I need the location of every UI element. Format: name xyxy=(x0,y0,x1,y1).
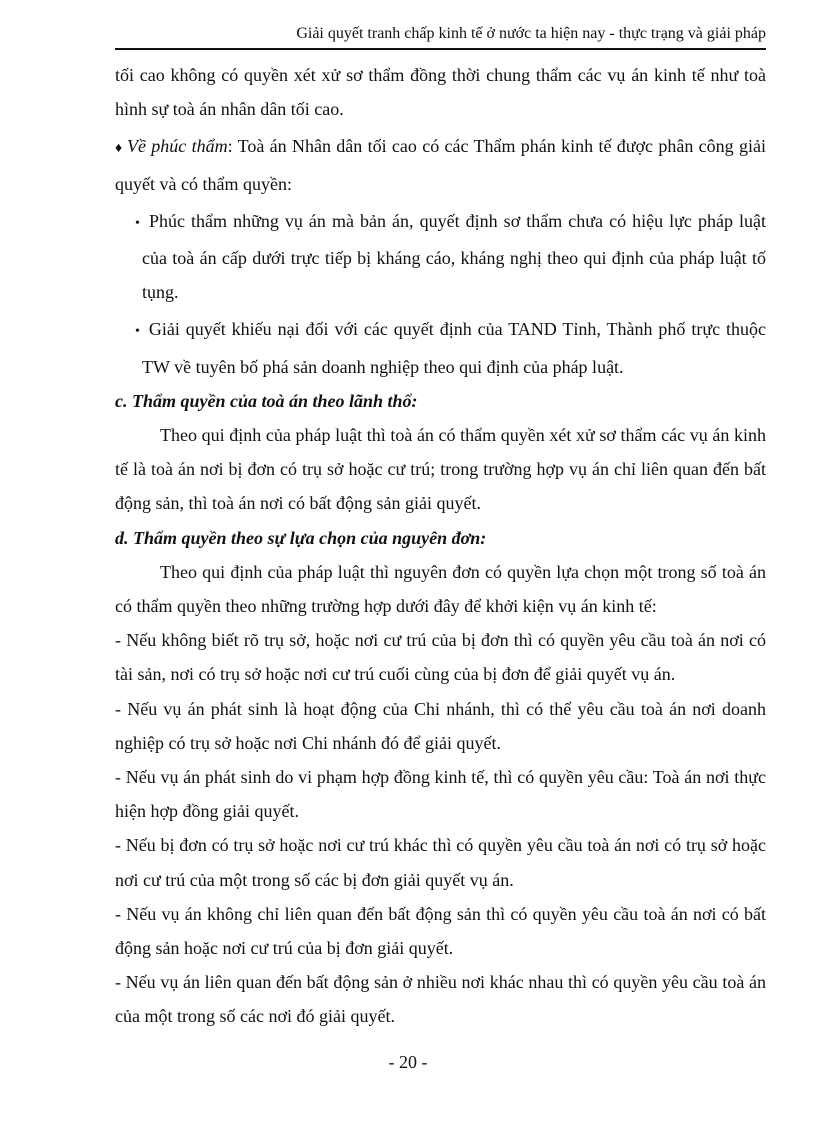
dash-list-item: - Nếu bị đơn có trụ sở hoặc nơi cư trú khác thì có quyền yêu cầu toà án nơi có trụ sở hoặc nơi cư trú của một trong số các bị đơn giải quyết vụ án. xyxy=(115,835,766,890)
paragraph-plaintiff-choice: Theo qui định của pháp luật thì nguyên đơn có quyền lựa chọn một trong số toà án có thẩm quyền theo những trường hợp dưới đây để khởi kiện vụ án kinh tế: xyxy=(115,561,766,617)
page-body xyxy=(115,58,766,1034)
bullet-item xyxy=(115,204,766,310)
dash-list-item: - Nếu vụ án phát sinh do vi phạm hợp đồng kinh tế, thì có quyền yêu cầu: Toà án nơi thực hiện hợp đồng giải quyết. xyxy=(115,767,766,822)
section-heading-c: c. Thẩm quyền của toà án theo lãnh thổ: xyxy=(115,390,418,411)
phuc-tham-label: Về phúc thẩm xyxy=(126,136,228,157)
paragraph-phuc-tham xyxy=(115,129,766,200)
bullet-icon: • xyxy=(135,324,140,340)
bullet-text: Phúc thẩm những vụ án mà bản án, quyết định sơ thẩm chưa có hiệu lực pháp luật của toà án cấp dưới trực tiếp bị kháng cáo, kháng nghị theo qui định của pháp luật tố tụng. xyxy=(142,210,767,303)
bullet-item xyxy=(115,312,766,383)
paragraph-territorial: Theo qui định của pháp luật thì toà án có thẩm quyền xét xử sơ thẩm các vụ án kinh tế là toà án nơi bị đơn có trụ sở hoặc cư trú; trong trường hợp vụ án chỉ liên quan đến bất động sản, thì toà án nơi có bất động sản giải quyết. xyxy=(115,425,766,514)
dash-list-item: - Nếu vụ án liên quan đến bất động sản ở nhiều nơi khác nhau thì có quyền yêu cầu toà án của một trong số các nơi đó giải quyết. xyxy=(115,972,766,1027)
dash-list-item: - Nếu vụ án phát sinh là hoạt động của Chi nhánh, thì có thể yêu cầu toà án nơi doanh nghiệp có trụ sở hoặc nơi Chi nhánh đó để giải quyết. xyxy=(115,698,766,753)
header-rule xyxy=(115,48,766,50)
dash-list-item: - Nếu không biết rõ trụ sở, hoặc nơi cư trú của bị đơn thì có quyền yêu cầu toà án nơi có tài sản, nơi có trụ sở hoặc nơi cư trú cuối cùng của bị đơn để giải quyết vụ án. xyxy=(115,630,766,685)
running-header: Giải quyết tranh chấp kinh tế ở nước ta hiện nay - thực trạng và giải pháp xyxy=(296,25,766,42)
dash-list-item: - Nếu vụ án không chỉ liên quan đến bất động sản thì có quyền yêu cầu toà án nơi có bất động sản hoặc nơi cư trú của bị đơn giải quyết. xyxy=(115,903,766,959)
diamond-bullet-icon: ♦ xyxy=(115,141,123,157)
page-number: - 20 - xyxy=(388,1052,428,1072)
phuc-tham-text: : Toà án Nhân dân tối cao có các Thẩm phán kinh tế được phân công giải quyết và có thẩm quyền: xyxy=(115,136,766,194)
bullet-icon: • xyxy=(135,215,140,231)
section-heading-d: d. Thẩm quyền theo sự lựa chọn của nguyên đơn: xyxy=(115,527,487,548)
paragraph-continuation: tối cao không có quyền xét xử sơ thẩm đồng thời chung thẩm các vụ án kinh tế như toà hình sự toà án nhân dân tối cao. xyxy=(115,65,766,120)
bullet-text: Giải quyết khiếu nại đối với các quyết định của TAND Tỉnh, Thành phố trực thuộc TW về tuyên bố phá sản doanh nghiệp theo qui định của pháp luật. xyxy=(142,319,766,377)
